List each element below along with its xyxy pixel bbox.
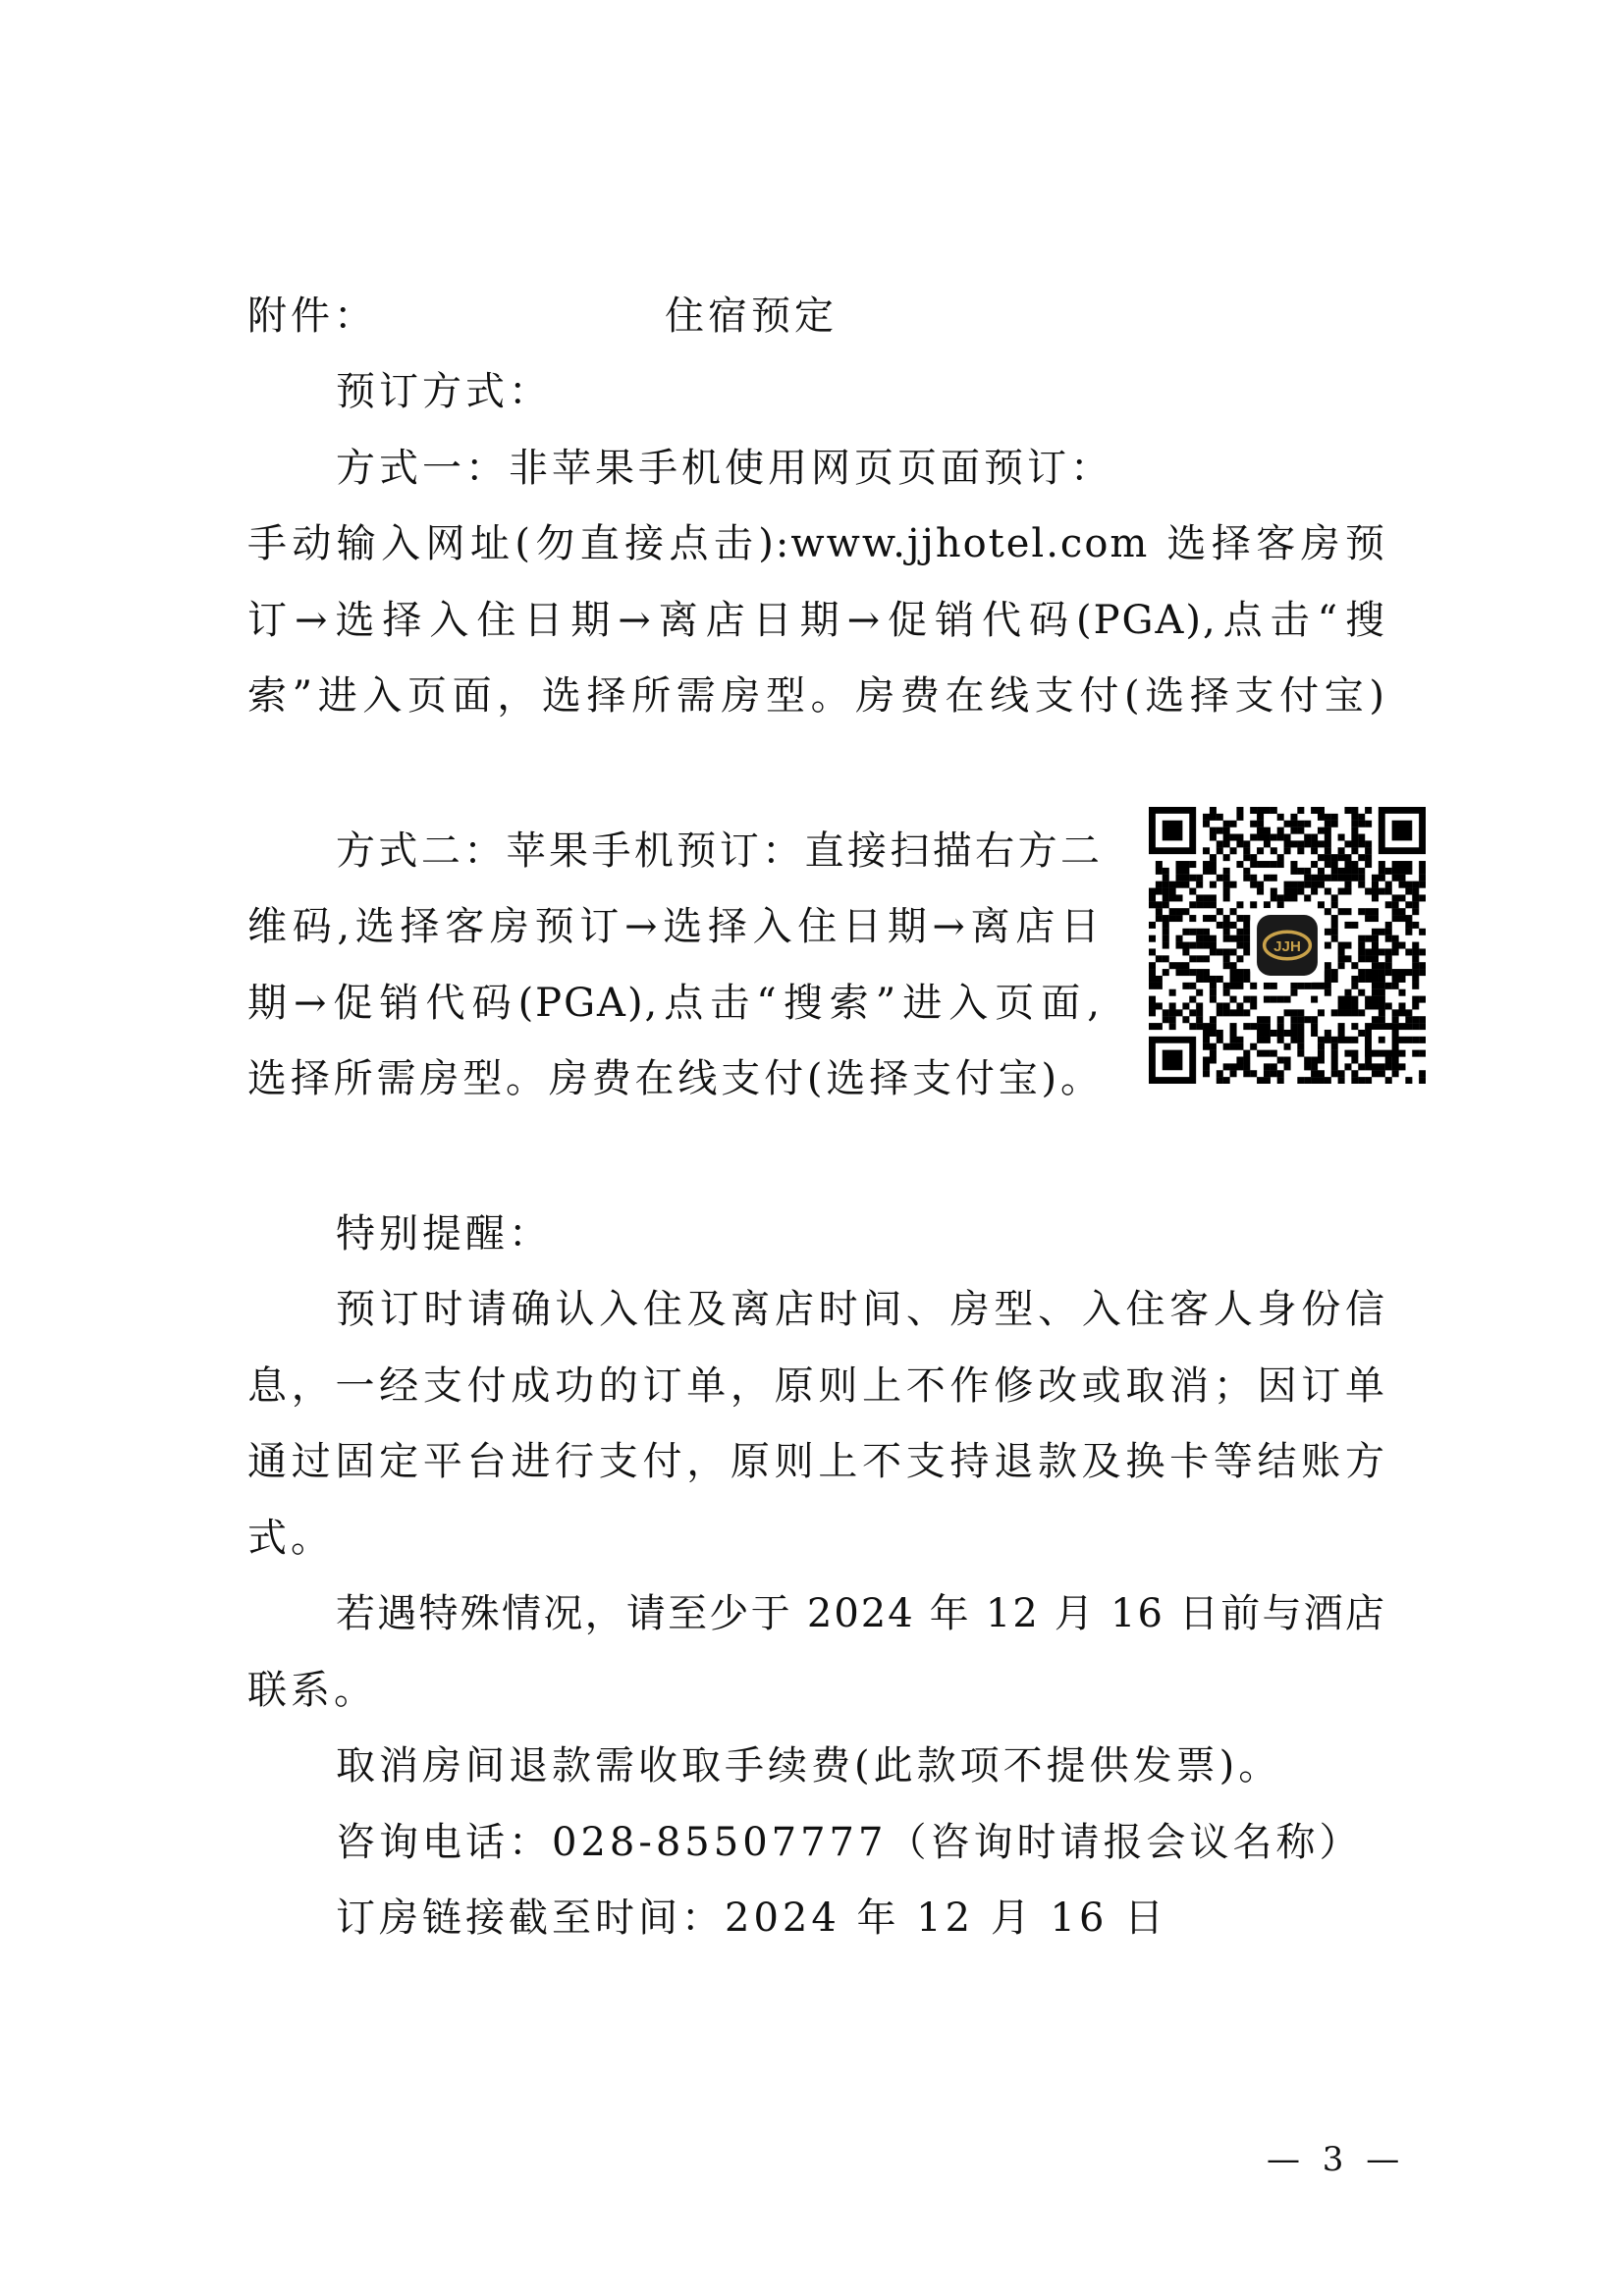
method1-line-1: 手动输入网址(勿直接点击):www.jjhotel.com 选择客房预	[247, 521, 1386, 566]
notice-p1-line-3: 通过固定平台进行支付，原则上不支持退款及换卡等结账方	[247, 1439, 1386, 1484]
document-title: 住宿预定	[665, 294, 838, 339]
contact-phone: 咨询电话：028-85507777（咨询时请报会议名称）	[336, 1820, 1363, 1865]
notice-p1-line-4: 式。	[247, 1516, 334, 1561]
page-number: — 3 —	[1267, 2140, 1406, 2179]
method2-line-4: 选择所需房型。房费在线支付(选择支付宝)。	[247, 1056, 1102, 1101]
booking-heading: 预订方式：	[336, 369, 552, 414]
method2-line-2: 维码,选择客房预订→选择入住日期→离店日	[247, 904, 1102, 949]
notice-p2-line-2: 联系。	[247, 1668, 377, 1713]
notice-p1-line-2: 息，一经支付成功的订单，原则上不作修改或取消；因订单	[247, 1363, 1386, 1409]
notice-p2-line-1: 若遇特殊情况，请至少于 2024 年 12 月 16 日前与酒店	[336, 1591, 1386, 1636]
method1-line-3: 索”进入页面，选择所需房型。房费在线支付(选择支付宝)	[247, 673, 1386, 719]
method2-line-3: 期→促销代码(PGA),点击“搜索”进入页面,	[247, 981, 1102, 1026]
method1-title: 方式一：非苹果手机使用网页页面预订：	[336, 446, 1113, 491]
qr-logo-text: JJH	[1273, 938, 1301, 956]
qr-code-graphic	[1149, 807, 1426, 1084]
method1-line-2: 订→选择入住日期→离店日期→促销代码(PGA),点击“搜	[247, 598, 1386, 643]
attachment-label: 附件：	[247, 294, 377, 339]
booking-qr-code[interactable]	[1149, 807, 1426, 1084]
booking-deadline: 订房链接截至时间：2024 年 12 月 16 日	[336, 1896, 1168, 1941]
notice-p1-line-1: 预订时请确认入住及离店时间、房型、入住客人身份信	[336, 1287, 1386, 1332]
refund-fee-note: 取消房间退款需收取手续费(此款项不提供发票)。	[336, 1743, 1282, 1789]
notice-heading: 特别提醒：	[336, 1211, 552, 1256]
method2-line-1: 方式二：苹果手机预订：直接扫描右方二	[336, 828, 1102, 874]
